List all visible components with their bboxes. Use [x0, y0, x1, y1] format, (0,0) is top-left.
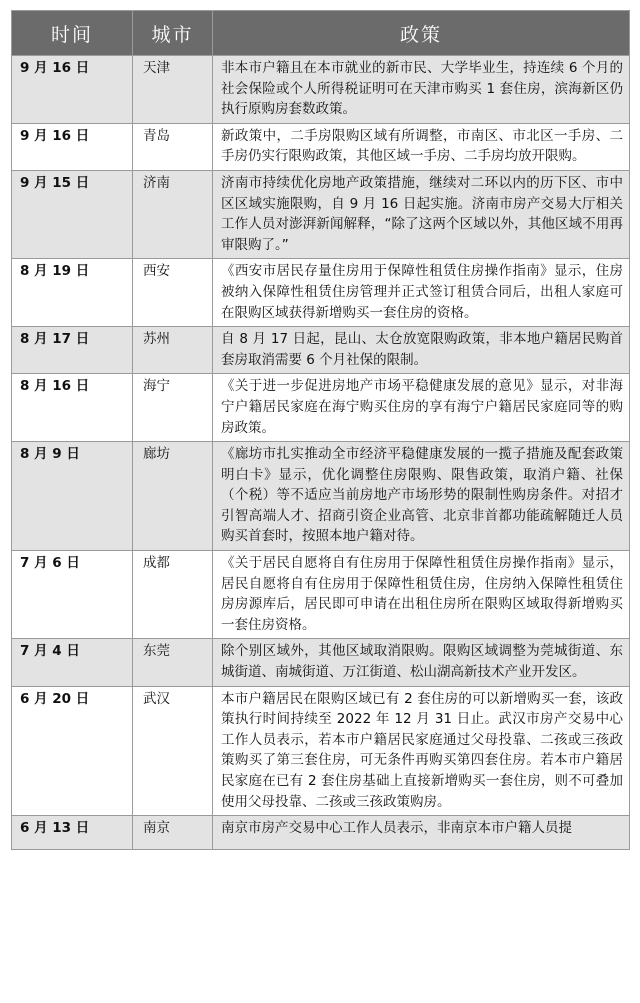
row-policy: 《西安市居民存量住房用于保障性租赁住房操作指南》显示，住房被纳入保障性租赁住房管理并正式签订租赁合同后，出租人家庭可在限购区域获得新增购买一套住房的资格。	[213, 259, 630, 327]
row-date: 8 月 19 日	[12, 259, 133, 327]
row-city: 天津	[133, 56, 213, 124]
row-city: 南京	[133, 816, 213, 850]
row-city: 成都	[133, 551, 213, 639]
row-date: 8 月 17 日	[12, 327, 133, 374]
row-date: 9 月 16 日	[12, 56, 133, 124]
table-row	[12, 56, 630, 124]
header-city: 城市	[133, 11, 213, 56]
row-city: 西安	[133, 259, 213, 327]
row-city: 东莞	[133, 639, 213, 686]
row-policy: 《廊坊市扎实推动全市经济平稳健康发展的一揽子措施及配套政策明白卡》显示，优化调整住房限购、限售政策，取消户籍、社保（个税）等不适应当前房地产市场形势的限制性购房条件。对招才引智高端人才、招商引资企业高管、北京非首都功能疏解随迁人员购买首套时，按照本地户籍对待。	[213, 442, 630, 551]
row-date: 9 月 16 日	[12, 123, 133, 170]
row-date: 8 月 16 日	[12, 374, 133, 442]
row-policy: 自 8 月 17 日起，昆山、太仓放宽限购政策，非本地户籍居民购首套房取消需要 6 个月社保的限制。	[213, 327, 630, 374]
table-row	[12, 327, 630, 374]
row-date: 6 月 20 日	[12, 686, 133, 816]
table-row	[12, 374, 630, 442]
row-date: 6 月 13 日	[12, 816, 133, 850]
row-city: 海宁	[133, 374, 213, 442]
header-policy: 政策	[213, 11, 630, 56]
table-row	[12, 442, 630, 551]
row-policy: 除个别区域外，其他区域取消限购。限购区域调整为莞城街道、东城街道、南城街道、万江街道、松山湖高新技术产业开发区。	[213, 639, 630, 686]
table-row	[12, 551, 630, 639]
row-policy: 《关于进一步促进房地产市场平稳健康发展的意见》显示，对非海宁户籍居民家庭在海宁购买住房的享有海宁户籍居民家庭同等的购房政策。	[213, 374, 630, 442]
row-city: 青岛	[133, 123, 213, 170]
row-policy: 新政策中，二手房限购区域有所调整，市南区、市北区一手房、二手房仍实行限购政策，其他区域一手房、二手房均放开限购。	[213, 123, 630, 170]
table-row	[12, 123, 630, 170]
table-row	[12, 259, 630, 327]
row-date: 8 月 9 日	[12, 442, 133, 551]
header-time: 时间	[12, 11, 133, 56]
row-policy: 本市户籍居民在限购区域已有 2 套住房的可以新增购买一套，该政策执行时间持续至 2022 年 12 月 31 日止。武汉市房产交易中心工作人员表示，若本市户籍居民家庭通过父母投靠、二孩或三孩政策购买了第三套住房，可无条件再购买第四套住房。若本市户籍居民家庭在已有 2 套住房基础上直接新增购买一套住房，则不可叠加使用父母投靠、二孩或三孩政策购房。	[213, 686, 630, 816]
table-row	[12, 816, 630, 850]
row-policy: 济南市持续优化房地产政策措施，继续对二环以内的历下区、市中区区域实施限购，自 9 月 16 日起实施。济南市房产交易大厅相关工作人员对澎湃新闻解释，“除了这两个区域以外，其他区域不用再审限购了。”	[213, 170, 630, 258]
row-policy: 《关于居民自愿将自有住房用于保障性租赁住房操作指南》显示，居民自愿将自有住房用于保障性租赁住房，住房纳入保障性租赁住房房源库后，居民即可申请在出租住房所在限购区域取得新增购买一套住房资格。	[213, 551, 630, 639]
row-policy: 南京市房产交易中心工作人员表示，非南京本市户籍人员提	[213, 816, 630, 850]
table-row	[12, 686, 630, 816]
row-policy: 非本市户籍且在本市就业的新市民、大学毕业生，持连续 6 个月的社会保险或个人所得税证明可在天津市购买 1 套住房，滨海新区仍执行原购房套数政策。	[213, 56, 630, 124]
row-city: 济南	[133, 170, 213, 258]
policy-table	[11, 10, 630, 850]
row-date: 9 月 15 日	[12, 170, 133, 258]
row-date: 7 月 6 日	[12, 551, 133, 639]
row-city: 廊坊	[133, 442, 213, 551]
table-row	[12, 639, 630, 686]
table-header-row	[12, 11, 630, 56]
row-city: 苏州	[133, 327, 213, 374]
row-city: 武汉	[133, 686, 213, 816]
table-row	[12, 170, 630, 258]
row-date: 7 月 4 日	[12, 639, 133, 686]
